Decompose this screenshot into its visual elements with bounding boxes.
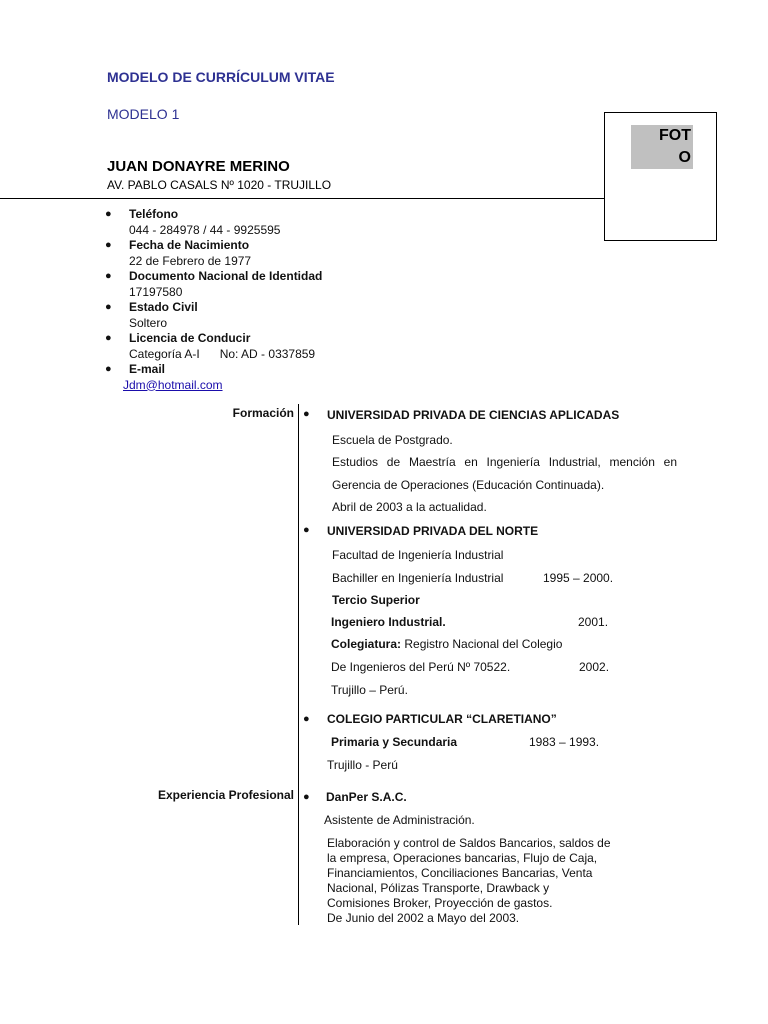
- institution-name: UNIVERSIDAD PRIVADA DE CIENCIAS APLICADAS: [327, 408, 620, 422]
- bullet-icon: ●: [303, 524, 310, 536]
- document-title: MODELO DE CURRÍCULUM VITAE: [107, 69, 335, 85]
- bullet-icon: ●: [105, 239, 112, 251]
- personal-info-list: [105, 207, 322, 393]
- bullet-icon: ●: [105, 363, 112, 375]
- bullet-icon: ●: [105, 270, 112, 282]
- photo-label: FOT O: [631, 125, 693, 169]
- info-item-civil-status: ● Estado Civil Soltero: [105, 300, 198, 330]
- info-item-dni: ● Documento Nacional de Identidad 17197580: [105, 269, 323, 299]
- section-divider-line: [298, 404, 299, 925]
- bullet-icon: ●: [105, 208, 112, 220]
- photo-placeholder: [604, 112, 717, 241]
- document-subtitle: MODELO 1: [107, 106, 180, 122]
- institution-name: COLEGIO PARTICULAR “CLARETIANO”: [327, 712, 557, 726]
- section-label-formacion: Formación: [232, 406, 294, 420]
- info-item-phone: ● Teléfono 044 - 284978 / 44 - 9925595: [105, 207, 281, 237]
- bullet-icon: ●: [105, 332, 112, 344]
- company-name: DanPer S.A.C.: [326, 790, 407, 804]
- candidate-address: AV. PABLO CASALS Nº 1020 - TRUJILLO: [107, 178, 332, 192]
- bullet-icon: ●: [303, 408, 310, 420]
- institution-name: UNIVERSIDAD PRIVADA DEL NORTE: [327, 524, 539, 538]
- bullet-icon: ●: [303, 713, 310, 725]
- section-label-experiencia: Experiencia Profesional: [157, 788, 294, 802]
- candidate-name: JUAN DONAYRE MERINO: [107, 158, 290, 175]
- bullet-icon: ●: [105, 301, 112, 313]
- info-item-email: ● E-mail Jdm@hotmail.com: [105, 362, 223, 392]
- header-divider: [0, 198, 604, 199]
- email-link[interactable]: Jdm@hotmail.com: [123, 377, 223, 392]
- info-item-license: ● Licencia de Conducir Categoría A-I No: AD - 0337859: [105, 331, 316, 361]
- job-description: Elaboración y control de Saldos Bancarios, saldos de la empresa, Operaciones bancarias, Flujo de Caja, Financiamientos, Conciliaciones Bancarias, Venta Nacional, Pólizas Transporte, Drawback y Comisiones Broker, Proyección de gastos. De Junio del 2002 a Mayo del 2003.: [327, 836, 611, 925]
- bullet-icon: ●: [303, 791, 310, 803]
- info-item-birthdate: ● Fecha de Nacimiento 22 de Febrero de 1977: [105, 238, 252, 268]
- job-role: Asistente de Administración.: [324, 813, 475, 827]
